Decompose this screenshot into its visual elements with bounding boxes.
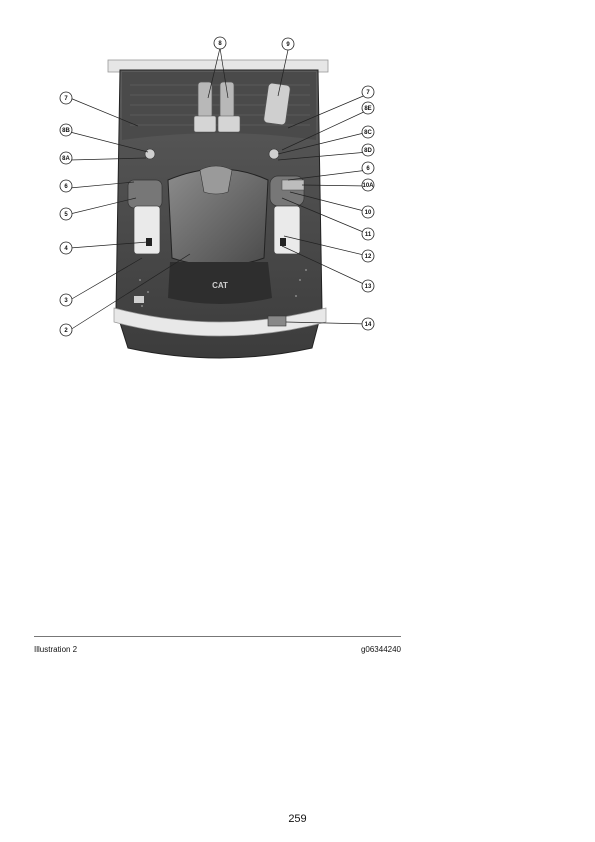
svg-text:8A: 8A [62,156,70,162]
brand-mark: CAT [212,281,228,290]
callout [60,242,72,254]
callout [60,324,72,336]
svg-text:8E: 8E [364,106,372,112]
seat-headrest [200,166,232,194]
illustration-label: Illustration 2 [34,645,78,654]
svg-text:14: 14 [364,322,372,328]
callout [282,38,294,50]
callout [60,92,72,104]
callout [60,152,72,164]
callout [362,144,374,156]
callout [362,86,374,98]
svg-text:3: 3 [64,298,68,304]
right-console-panel [274,206,300,254]
callout [362,102,374,114]
callout [362,250,374,262]
callout [362,228,374,240]
callout [214,37,226,49]
page-number: 259 [288,813,307,825]
callout [362,179,374,191]
floor-tag [134,296,144,303]
callout [60,180,72,192]
callout [60,294,72,306]
svg-text:13: 13 [364,284,372,290]
svg-text:6: 6 [366,166,370,172]
callout [60,208,72,220]
svg-text:6: 6 [64,184,68,190]
svg-text:5: 5 [64,212,68,218]
svg-text:8: 8 [218,41,222,47]
left-console-upper [128,180,162,208]
svg-text:8D: 8D [364,148,372,154]
svg-text:8C: 8C [364,130,372,136]
illustration-code: g06344240 [360,645,401,654]
left-console-panel [134,206,160,254]
svg-text:10: 10 [364,210,372,216]
svg-text:11: 11 [364,232,372,238]
left-joystick [145,149,155,159]
left-travel-pedal [198,82,212,118]
callout [362,206,374,218]
callout [362,126,374,138]
right-console-display [282,180,304,190]
svg-text:4: 4 [64,246,68,252]
svg-text:10A: 10A [362,183,374,189]
cab-interior-illustration [50,30,400,370]
right-travel-pedal [220,82,234,118]
callout [60,124,72,136]
svg-text:8B: 8B [62,128,70,134]
svg-text:2: 2 [64,328,68,334]
svg-text:9: 9 [286,42,290,48]
caption-divider [34,636,401,637]
right-console-switch [280,238,286,246]
callout [362,280,374,292]
callout [362,162,374,174]
right-pedal-base [218,116,240,132]
callout [362,318,374,330]
front-right-component [268,316,286,326]
svg-text:12: 12 [364,254,372,260]
right-joystick [269,149,279,159]
svg-text:7: 7 [366,90,370,96]
svg-text:7: 7 [64,96,68,102]
left-pedal-base [194,116,216,132]
cab-top-view-drawing [50,30,400,370]
